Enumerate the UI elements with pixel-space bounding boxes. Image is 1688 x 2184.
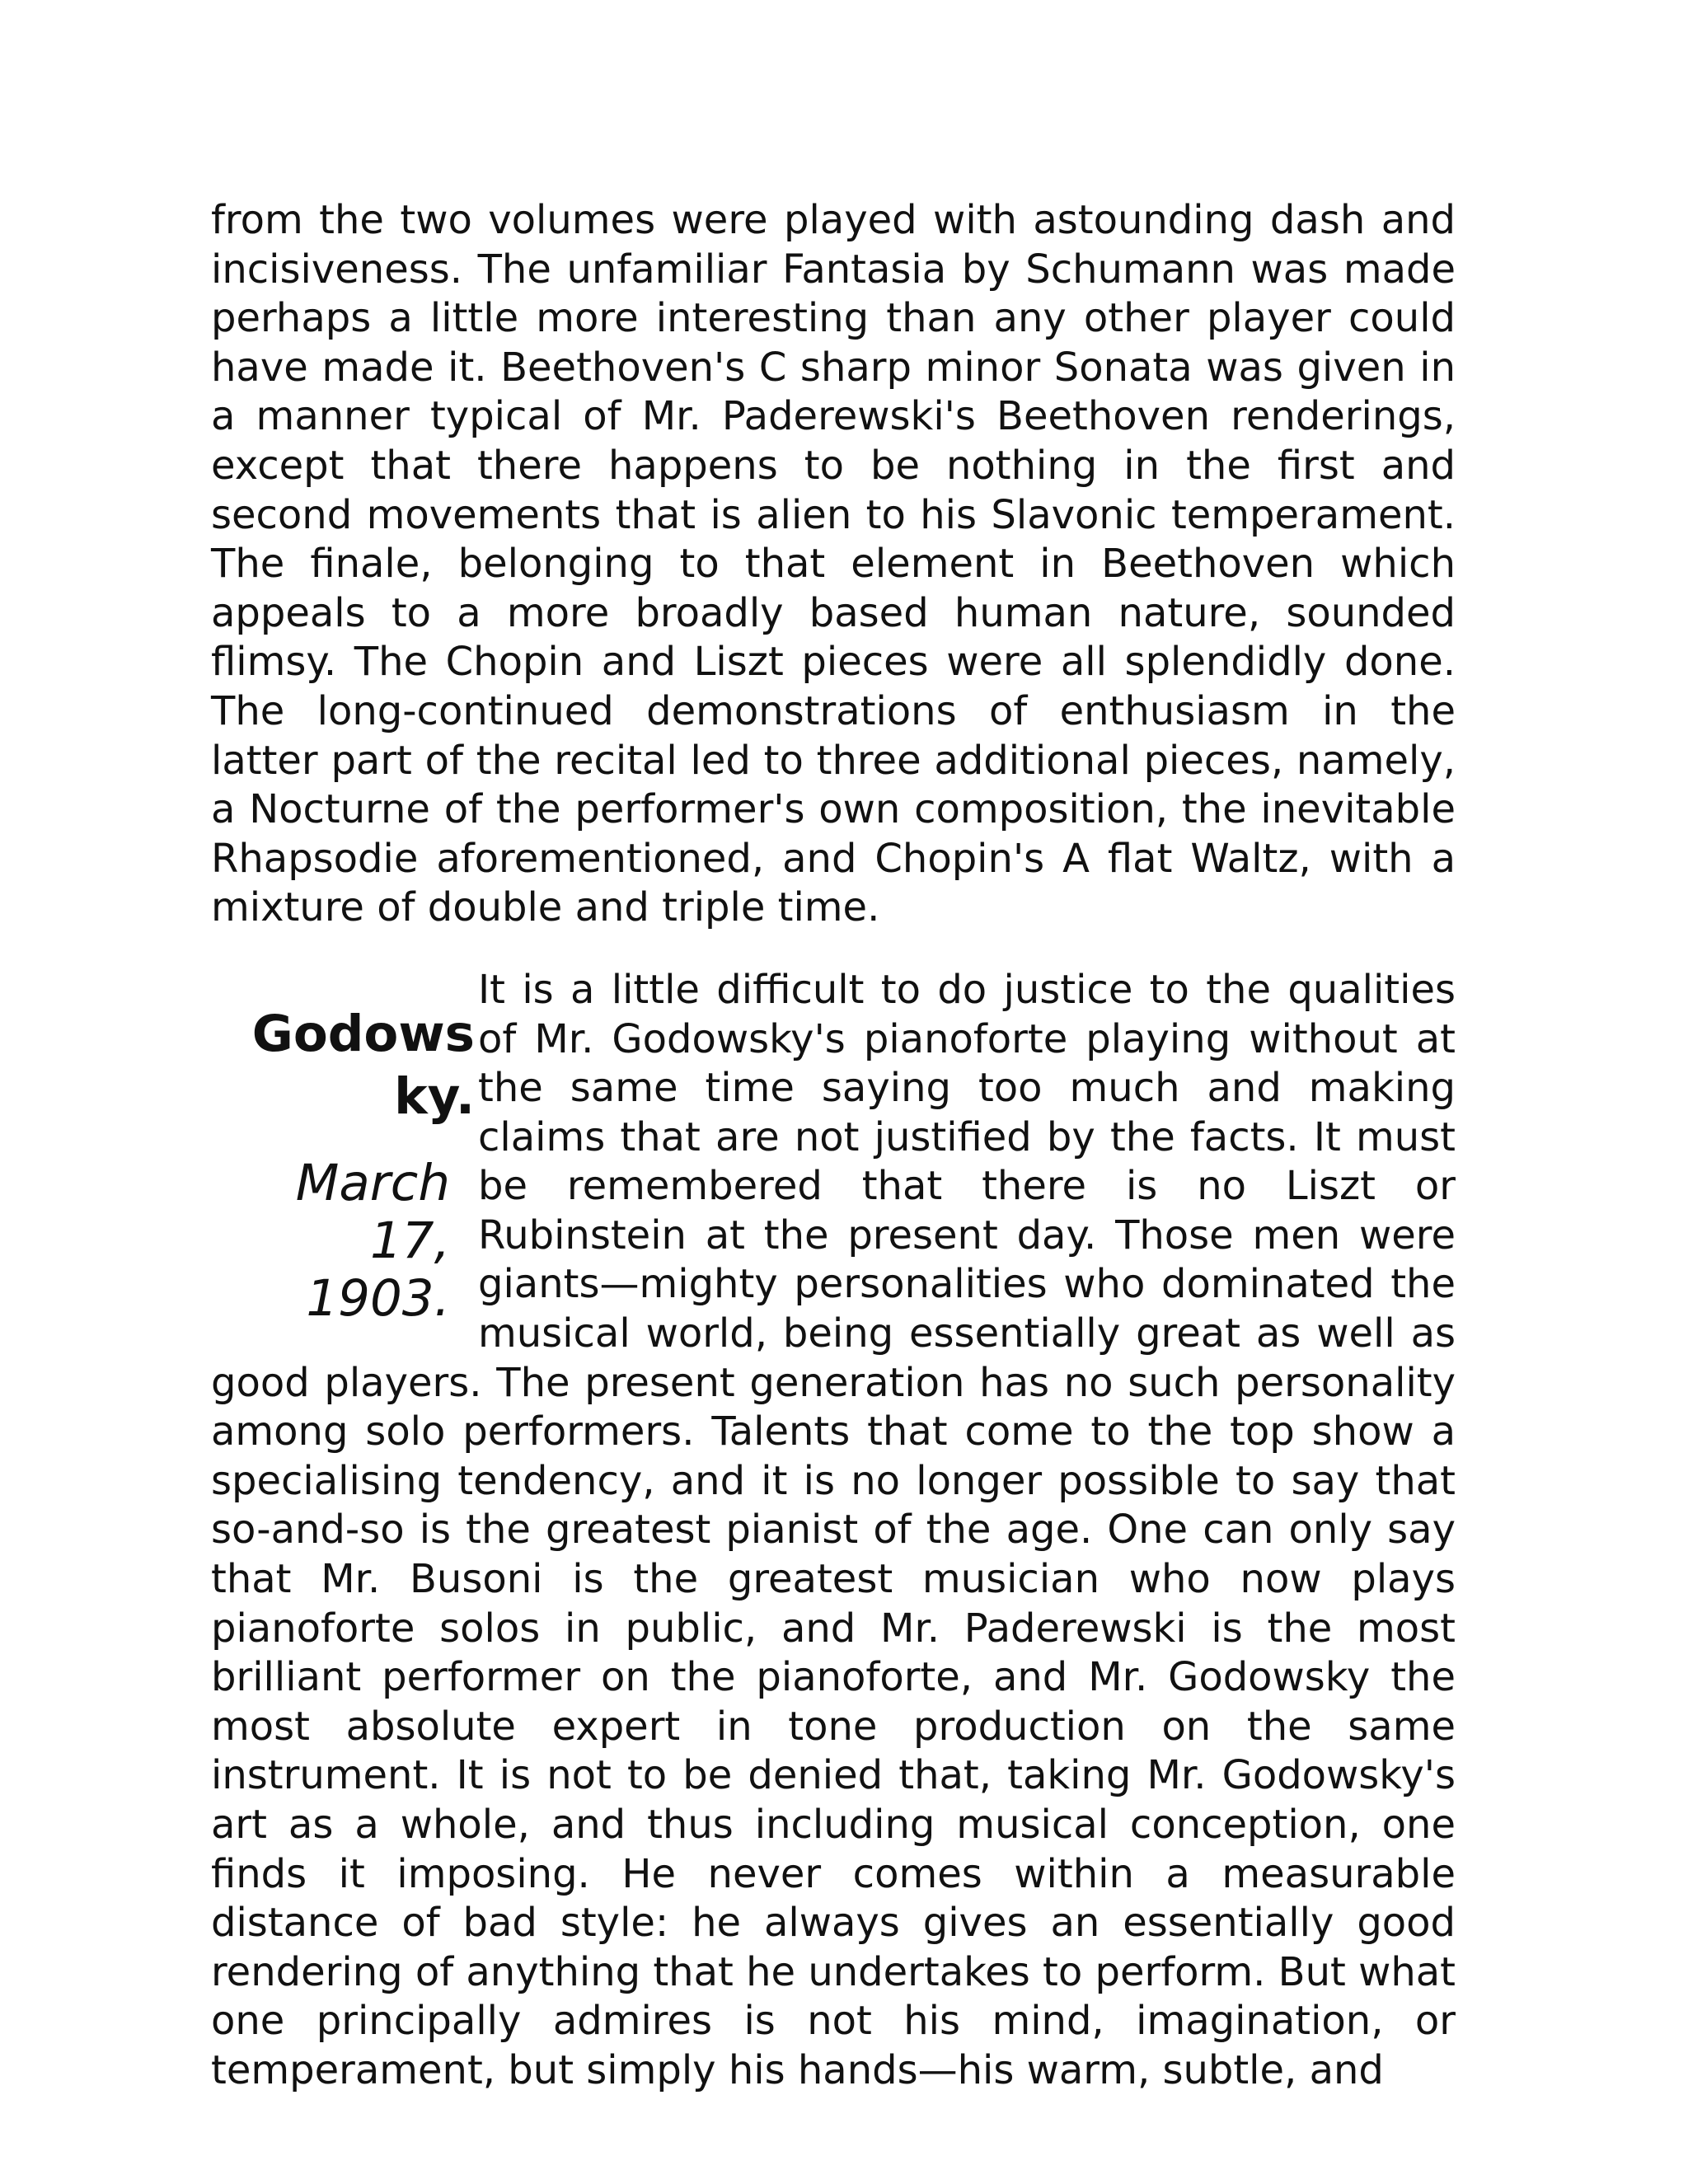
paragraph-2: It is a little difficult to do justice to the qualities of Mr. Godowsky's pianoforte playing without at the same time saying too much and making claims that are not justified by the facts. It must be remembered that there is no Liszt or Rubinstein at the present day. Those men were giants—mighty personalities who dominated the musical world, being essentially great as well as good players. The present generation has no such personality among solo performers. Talents that come to the top show a specialising tendency, and it is no longer possible to say that so-and-so is the greatest pianist of the age. One can only say that Mr. Busoni is the greatest musician who now plays pianoforte solos in public, and Mr. Paderewski is the most brilliant performer on the pianoforte, and Mr. Godowsky the most absolute expert in tone production on the same instrument. It is not to be denied that, taking Mr. Godowsky's art as a whole, and thus including musical conception, one finds it imposing. He never comes within a measurable distance of bad style: he always gives an essentially good rendering of anything that he undertakes to perform. But what one principally admires is not his mind, imagination, or temperament, but simply his hands—his warm, subtle, and (211, 966, 1456, 2093)
sidenote (211, 1003, 475, 1328)
page-body (211, 196, 1456, 2096)
sidenote-title: Godowsky. (251, 1004, 475, 1126)
sidenote-date: March 17, 1903. (295, 1153, 450, 1328)
paragraph-1: from the two volumes were played with astounding dash and incisiveness. The unfamiliar Fantasia by Schumann was made perhaps a little more interesting than any other player could have made it. Beethoven's C sharp minor Sonata was given in a manner typical of Mr. Paderewski's Beethoven renderings, except that there happens to be nothing in the first and second movements that is alien to his Slavonic temperament. The finale, belonging to that element in Beethoven which appeals to a more broadly based human nature, sounded flimsy. The Chopin and Liszt pieces were all splendidly done. The long-continued demonstrations of enthusiasm in the latter part of the recital led to three additional pieces, namely, a Nocturne of the performer's own composition, the inevitable Rhapsodie aforementioned, and Chopin's A flat Waltz, with a mixture of double and triple time. (211, 197, 1456, 931)
